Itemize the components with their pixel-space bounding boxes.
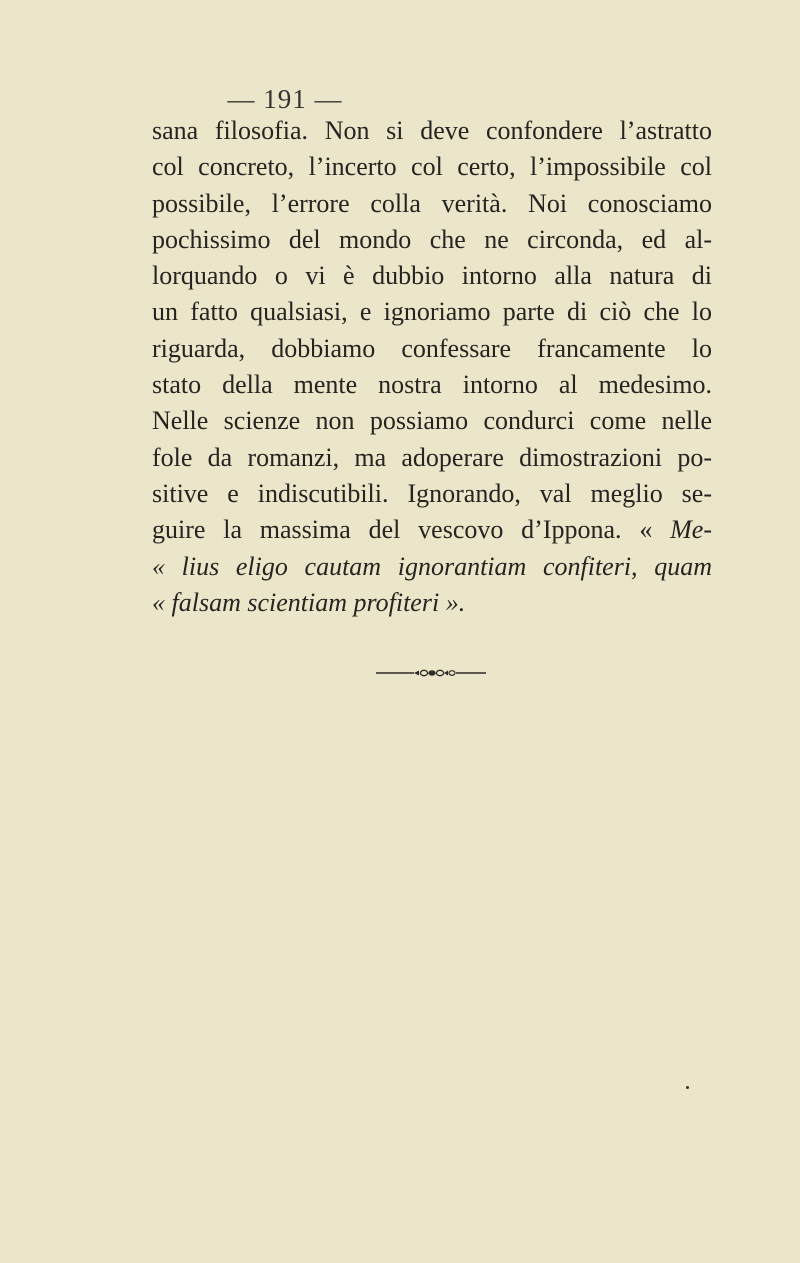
text-line: pochissimo del mondo che ne circonda, ed al- [152,224,712,254]
text-run-plain: guire la massima del vescovo d’Ippona. « [152,515,671,545]
text-line: un fatto qualsiasi, e ignoriamo parte di ciò che lo [152,297,712,327]
text-line: possibile, l’errore colla verità. Noi conosciamo [152,188,712,218]
text-line: sitive e indiscutibili. Ignorando, val meglio se- [152,478,712,508]
end-ornament [376,668,486,678]
page-number: — 191 — [227,84,343,114]
body-text [152,113,712,621]
text-line: fole da romanzi, ma adoperare dimostrazioni po- [152,442,712,472]
latin-quote-start: Me- [670,515,712,545]
text-line: col concreto, l’incerto col certo, l’impossibile col [152,152,712,182]
text-line: sana filosofia. Non si deve confondere l’astratto [152,116,712,145]
latin-quote-line: « lius eligo cautam ignorantiam confiteri, quam [152,551,712,581]
print-speck [686,1086,689,1089]
text-line: Nelle scienze non possiamo condurci come nelle [152,406,712,436]
text-line: stato della mente nostra intorno al medesimo. [152,370,712,400]
text-line: riguarda, dobbiamo confessare francamente lo [152,333,712,363]
text-line: lorquando o vi è dubbio intorno alla natura di [152,261,712,291]
latin-quote-end: « falsam scientiam profiteri ». [152,587,466,617]
text-line-mixed [152,512,712,548]
